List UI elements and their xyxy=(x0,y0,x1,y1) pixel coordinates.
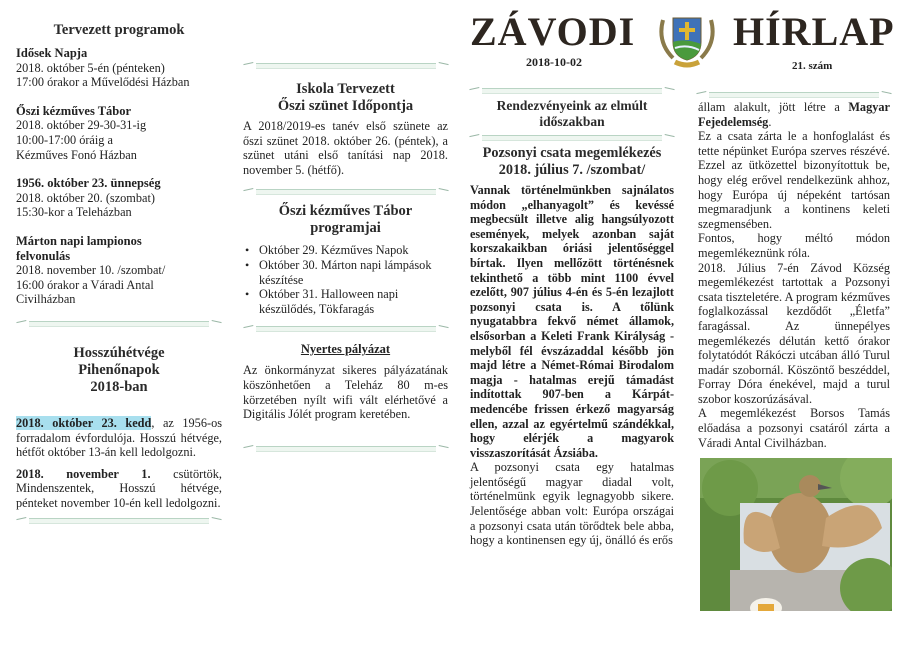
programs-heading: Tervezett programok xyxy=(53,22,185,38)
heading-line: Rendezvényeink az elmúlt xyxy=(496,98,648,113)
school-break-heading xyxy=(243,81,448,115)
ornamental-divider xyxy=(482,88,662,94)
past-events-heading xyxy=(470,98,674,130)
paragraph-text: csütörtök, Mindenszentek, Hosszú hétvége, pénteket november 10-én kell ledolgozni. xyxy=(16,466,222,510)
list-item: • Október 30. Márton napi lámpások készítése xyxy=(259,258,448,287)
heading-line: 2018. július 7. /szombat/ xyxy=(498,162,646,178)
ornamental-divider xyxy=(29,518,209,524)
event-line: 2018. október 5-én (pénteken) xyxy=(16,60,165,75)
article-paragraph: Ez a csata zárta le a honfoglalást és tette népünket Európa szerves részévé. Ezzel az ütközettel bizonyítottuk be, hogy elég erővel rendelkezünk ahhoz, hogy Európa új népeként tartósan megmaradjunk a kontinens keleti szegmensében. xyxy=(698,129,890,231)
bold-date: 2018. november 1. xyxy=(16,466,151,481)
paragraph-text: . xyxy=(768,114,772,129)
camp-program-list xyxy=(243,243,448,316)
article-title xyxy=(470,145,674,179)
grant-heading: Nyertes pályázat xyxy=(300,342,391,357)
camp-heading xyxy=(243,203,448,237)
grant-text: Az önkormányzat sikeres pályázatának köszönhetően a Teleház 80 m-es körzetében nyílt wifi vált elérhetővé a Digitális Jólét program keretében. xyxy=(243,363,448,422)
long-weekend-heading xyxy=(16,345,222,396)
event-title: Idősek Napja xyxy=(16,46,88,60)
heading-line: Iskola Tervezett xyxy=(296,81,395,97)
issue-number: 21. szám xyxy=(792,60,833,72)
paragraph-text: állam alakult, jött létre a xyxy=(698,100,849,114)
heading-line: Hosszúhétvége xyxy=(73,344,165,361)
grant-heading-wrap xyxy=(243,340,448,358)
ornamental-divider xyxy=(256,189,436,195)
event-title: Márton napi lampionos felvonulás xyxy=(16,233,142,263)
bold-term: Magyar Fejedelemség xyxy=(698,100,890,129)
school-break-text: A 2018/2019-es tanév első szünete az őszi szünet 2018. október 26. (péntek), a szünet utáni első tanítási nap 2018. november 5. (hétfő). xyxy=(243,119,448,177)
column-upcoming-programs xyxy=(16,0,222,524)
issue-date: 2018-10-02 xyxy=(526,55,582,69)
long-weekend-paragraph-2 xyxy=(16,467,222,511)
article-paragraph: 2018. Július 7-én Závod Község megemlékezést tartottak a Pozsonyi csata tiszteletére. A program kézműves foglalkozással kezdődőt „Életfa” faragással. Az ünnepélyes megemlékezés délután kettő órakor folytatódót Rákóczi utcában álló Turul madár szobornál. Köszöntő beszéddel, Forray Dóra énekével, majd a turul szobor koszorúzásával. xyxy=(698,260,890,406)
heading-line: Pozsonyi csata megemlékezés xyxy=(482,145,662,161)
ornamental-divider xyxy=(256,63,436,69)
event-line: 2018. október 20. (szombat) xyxy=(16,190,155,205)
masthead-title-right: HÍRLAP xyxy=(733,9,895,54)
event-item xyxy=(16,104,222,162)
column-article-part1 xyxy=(470,0,674,548)
event-line: Kézműves Fonó Házban xyxy=(16,147,137,162)
turul-statue-photo xyxy=(700,458,892,611)
event-line: Civilházban xyxy=(16,292,76,307)
event-item xyxy=(16,176,222,220)
article-continuation xyxy=(698,100,890,129)
ornamental-divider xyxy=(482,135,662,141)
article-paragraph: A megemlékezést Borsos Tamás előadása a pozsonyi csatáról zárta a Váradi Antal Civilházban. xyxy=(698,406,890,450)
event-title: Őszi kézműves Tábor xyxy=(16,103,132,118)
long-weekend-paragraph-1 xyxy=(16,416,222,460)
event-line: 16:00 órakor a Váradi Antal xyxy=(16,277,154,292)
event-line: 2018. október 29-30-31-ig xyxy=(16,118,147,133)
event-item xyxy=(16,234,222,307)
event-line: 10:00-17:00 óráig a xyxy=(16,132,113,147)
list-item: • Október 31. Halloween napi készülődés, Tökfaragás xyxy=(259,287,448,316)
ornamental-divider xyxy=(29,321,209,327)
ornamental-divider xyxy=(256,326,436,332)
column-school-and-camp xyxy=(243,0,448,452)
event-line: 2018. november 10. /szombat/ xyxy=(16,263,166,278)
highlighted-date: 2018. október 23. kedd xyxy=(16,415,152,430)
heading-line: programjai xyxy=(310,220,381,237)
article-intro: Vannak történelmünkben sajnálatos módon „elhanyagolt” és kevéssé megbecsült illetve alig hangsúlyozott események, melyek azonban saját korszakaikban óriási jelentőséggel bírtak. Ilyen mellőzött történésnek tekinthető a több mint 1100 évvel ezelőtt, 907 július 4-én és 5-én lezajlott pozsonyi csata is. A tőlünk nyugatabbra fekvő német államok, elsősorban a Keleti Frank Királyság - melyből fél évszázaddal később jön majd létre a Német-Római Birodalom magja - hatalmas erejű támadást indítottak 907-ben a Kárpát-medencébe frissen érkező magyarság ellen, azzal az egyértelmű szándékkal, hogy elérjék a magyarok visszaszorítását Ázsiába. xyxy=(470,183,674,460)
article-body: A pozsonyi csata egy hatalmas jelentőségű magyar diadal volt, történelmünk egyik legnagyobb sikere. Jelentősége abban volt: Európa országai a pozsonyi csata után törődtek bele abba, hogy a kontinensen egy új, önálló és erős xyxy=(470,460,674,548)
event-item xyxy=(16,46,222,90)
masthead-title-left: ZÁVODI xyxy=(470,9,636,54)
heading-line: Őszi szünet Időpontja xyxy=(277,98,414,114)
paragraph-text: , az 1956-os forradalom évfordulója. Hosszú hétvége, hétfőt október 13-án kell ledolgozni. xyxy=(16,415,222,460)
ornamental-divider xyxy=(709,92,879,98)
heading-line: 2018-ban xyxy=(90,378,148,395)
column-article-part2 xyxy=(698,0,890,450)
event-line: 17:00 órakor a Művelődési Házban xyxy=(16,75,190,90)
event-title: 1956. október 23. ünnepség xyxy=(16,176,161,191)
ornamental-divider xyxy=(256,446,436,452)
heading-line: Őszi kézműves Tábor xyxy=(278,203,413,220)
article-paragraph: Fontos, hogy méltó módon megemlékeznünk róla. xyxy=(698,231,890,260)
heading-line: Pihenőnapok xyxy=(78,361,160,378)
list-item: • Október 29. Kézműves Napok xyxy=(259,243,448,258)
heading-line: időszakban xyxy=(539,114,605,129)
event-line: 15:30-kor a Teleházban xyxy=(16,205,132,220)
